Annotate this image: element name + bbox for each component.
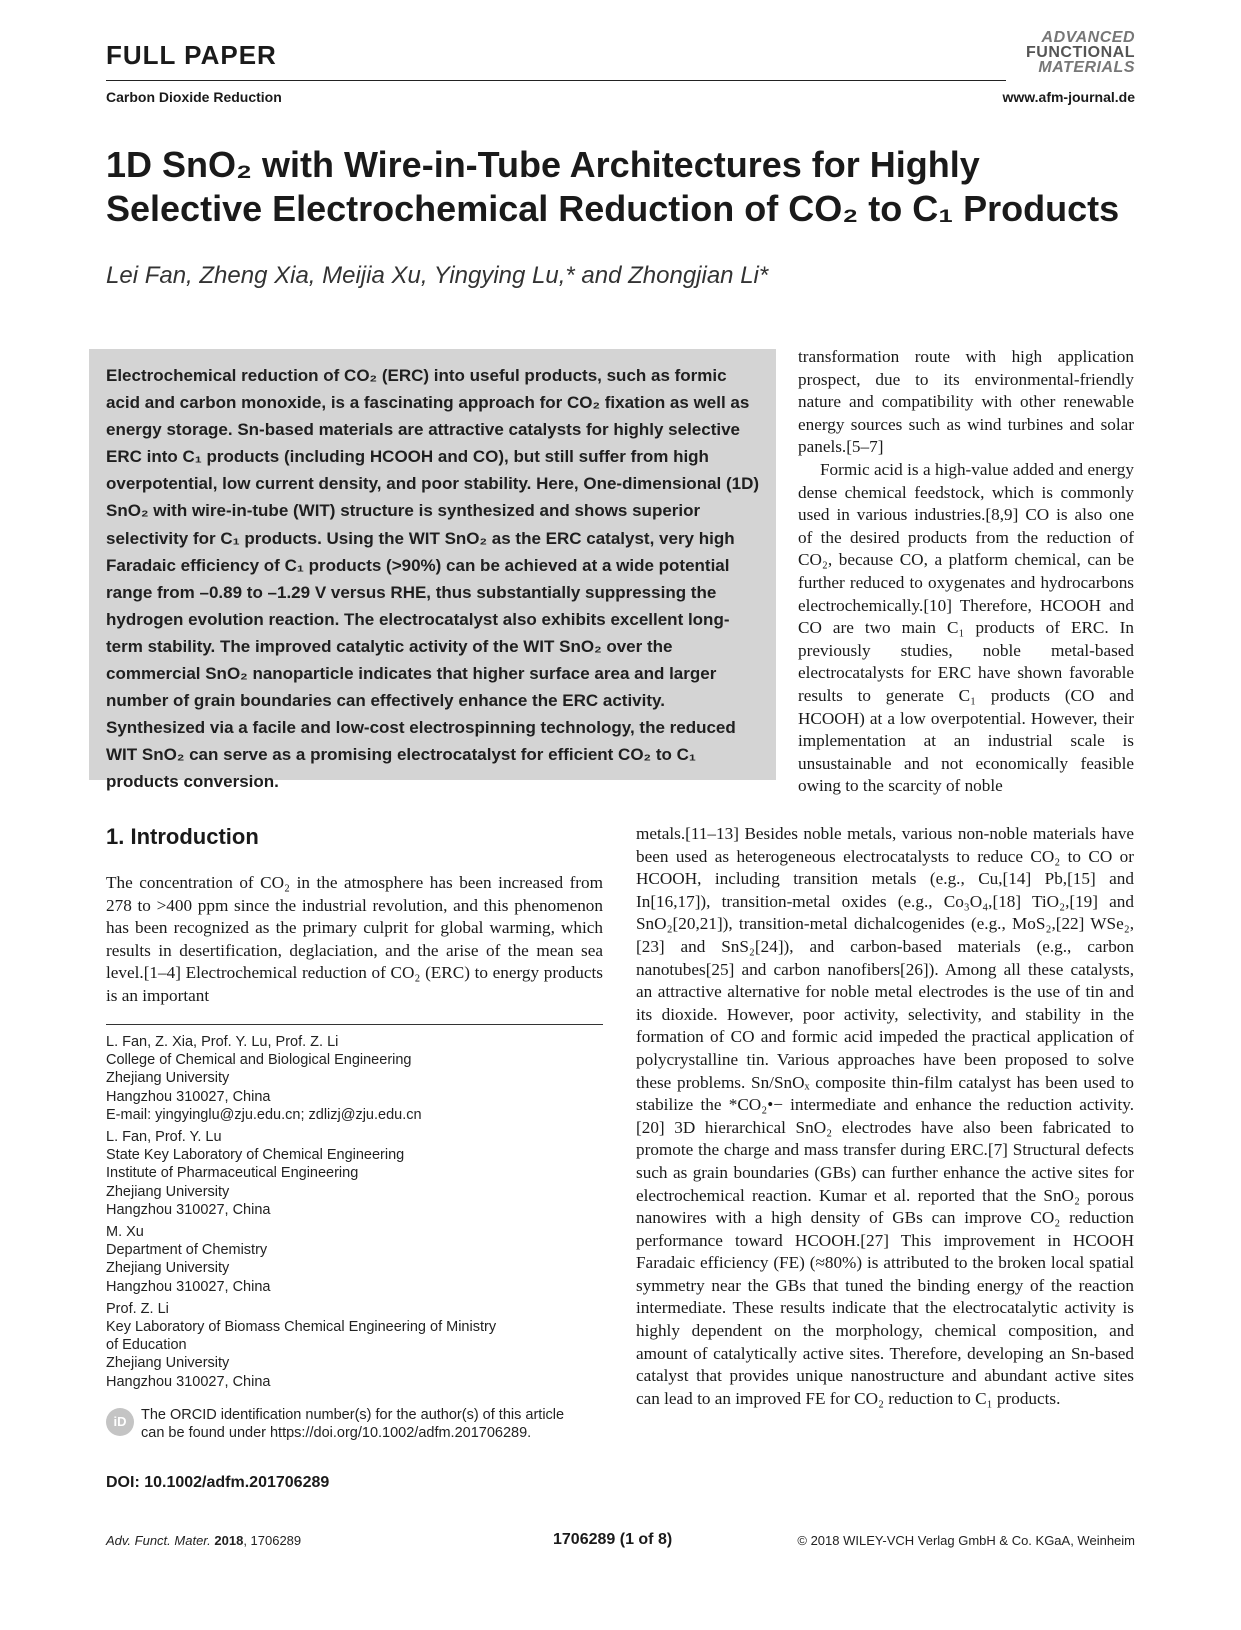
paragraph: The concentration of CO₂ in the atmosphere has been increased from 278 to >400 ppm since the industrial revolution, and this phenomenon has been recognized as the primary culprit for global warming, which results in desertification, deglaciation, and the arise of the mean sea level.[1–4] Electrochemical reduction of CO₂ (ERC) to energy products is an important — [106, 873, 603, 1005]
affiliation-line: Zhejiang University — [106, 1070, 230, 1087]
orcid-note — [141, 1406, 611, 1442]
affiliation-line: L. Fan, Prof. Y. Lu — [106, 1129, 222, 1146]
affiliation-line: Zhejiang University — [106, 1183, 230, 1200]
paragraph: Formic acid is a high-value added and energy dense chemical feedstock, which is commonly used in various industries.[8,9] CO is also one of the desired products from the reduction of CO₂, because CO, a platform chemical, can be further reduced to oxygenates and hydrocarbons electrochemically.[10] Therefore, HCOOH and CO are two main C₁ products of ERC. In previously studies, noble metal-based electrocatalysts for ERC have shown favorable results to generate C₁ products (CO and HCOOH) at a low overpotential. However, their implementation at an industrial scale is unsustainable and not economically feasible owing to the scarcity of noble — [798, 459, 1134, 796]
footnote-rule — [106, 1024, 603, 1025]
email-line[interactable]: E-mail: yingyinglu@zju.edu.cn; zdlizj@zju.edu.cn — [106, 1106, 422, 1123]
paragraph: metals.[11–13] Besides noble metals, various non-noble materials have been used as heterogeneous electrocatalysts to reduce CO₂ to CO or HCOOH, including transition metals (e.g., Cu,[14] Pb,[15] and In[16,17]), transition-metal oxides (e.g., Co₃O₄,[18] TiO₂,[19] and SnO₂[20,21]), transition-metal dichalcogenides (e.g., MoS₂,[22] WSe₂,[23] and SnS₂[24]), and carbon-based materials (e.g., carbon nanotubes[25] and carbon nanofibers[26]). Among all these catalysts, an attractive alternative for noble metal electrodes is the use of tin and its dioxide. However, poor activity, selectivity, and stability in the formation of CO and formic acid impeded the practical application of polycrystalline tin. Various approaches have been proposed to solve these problems. Sn/SnOₓ composite thin-film catalyst has been used to stabilize the *CO₂•− intermediate and enhance the reduction activity.[20] 3D hierarchical SnO₂ electrodes have also been fabricated to promote the charge and mass transfer during ERC.[7] Structural defects such as grain boundaries (GBs) can further enhance the active sites for electrochemical reaction. Kumar et al. reported that the SnO₂ porous nanowires with a high density of GBs can improve CO₂ reduction performance toward HCOOH.[27] This improvement in HCOOH Faradaic efficiency (FE) (≈80%) is attributed to the broken local spatial symmetry near the GBs that tuned the binding energy of the reaction intermediate. These results indicate that the electrocatalytic activity is highly dependent on the morphology, chemical composition, and amount of catalytically active sites. Therefore, developing an Sn-based catalyst that provides unique nanostructure and abundant active sites can lead to an improved FE for CO₂ reduction to C₁ products. — [636, 824, 1134, 1408]
author-list: Lei Fan, Zheng Xia, Meijia Xu, Yingying Lu,* and Zhongjian Li* — [106, 262, 769, 289]
affiliations — [106, 1033, 606, 1391]
affiliation-line: of Education — [106, 1337, 187, 1354]
affiliation-line: Zhejiang University — [106, 1260, 230, 1277]
logo-line-1: ADVANCED — [1041, 29, 1135, 46]
affiliation-line: College of Chemical and Biological Engineering — [106, 1052, 412, 1069]
doi-label[interactable]: DOI: 10.1002/adfm.201706289 — [106, 1474, 330, 1491]
affiliation-line: L. Fan, Z. Xia, Prof. Y. Lu, Prof. Z. Li — [106, 1034, 339, 1050]
affiliation-line: Institute of Pharmaceutical Engineering — [106, 1165, 359, 1182]
copyright: © 2018 WILEY-VCH Verlag GmbH & Co. KGaA, Weinheim — [797, 1533, 1135, 1548]
affiliation-line: Key Laboratory of Biomass Chemical Engineering of Ministry — [106, 1319, 497, 1336]
title-line-1: 1D SnO₂ with Wire-in-Tube Architectures for Highly — [106, 144, 980, 185]
section-label: FULL PAPER — [106, 40, 277, 70]
right-column-top — [798, 346, 1134, 798]
citation-footer — [106, 1533, 301, 1548]
orcid-link-line[interactable]: can be found under https://doi.org/10.1002/adfm.201706289. — [141, 1425, 532, 1442]
header-rule — [106, 80, 1006, 81]
affiliation-line: State Key Laboratory of Chemical Engineering — [106, 1147, 405, 1164]
orcid-icon: iD — [106, 1408, 134, 1436]
page-number: 1706289 (1 of 8) — [553, 1531, 673, 1548]
title-line-2: Selective Electrochemical Reduction of CO₂ to C₁ Products — [106, 188, 1120, 229]
paragraph: transformation route with high application prospect, due to its environmental-friendly nature and compatibility with other renewable energy sources such as wind turbines and solar panels.[5–7] — [798, 347, 1134, 457]
article-title — [106, 143, 1136, 231]
logo-line-2: FUNCTIONAL — [1026, 44, 1135, 61]
topic-label: Carbon Dioxide Reduction — [106, 89, 282, 105]
affiliation-line: Hangzhou 310027, China — [106, 1278, 271, 1295]
journal-name: Adv. Funct. Mater. — [106, 1533, 211, 1548]
orcid-line: The ORCID identification number(s) for the author(s) of this article — [141, 1407, 565, 1423]
affiliation-line: Hangzhou 310027, China — [106, 1088, 271, 1105]
affiliation-line: M. Xu — [106, 1224, 144, 1241]
journal-url[interactable]: www.afm-journal.de — [1002, 89, 1135, 105]
section-heading: 1. Introduction — [106, 824, 259, 849]
article-number: , 1706289 — [243, 1533, 302, 1548]
year: 2018 — [214, 1533, 244, 1548]
affiliation-line: Hangzhou 310027, China — [106, 1373, 271, 1390]
logo-line-3: MATERIALS — [1038, 59, 1135, 76]
abstract-text: Electrochemical reduction of CO₂ (ERC) into useful products, such as formic acid and carbon monoxide, is a fascinating approach for CO₂ fixation as well as energy storage. Sn-based materials are attractive catalysts for highly selective ERC into C₁ products (including HCOOH and CO), but still suffer from high overpotential, low current density, and poor stability. Here, One-dimensional (1D) SnO₂ with wire-in-tube (WIT) structure is synthesized and shows superior selectivity for C₁ products. Using the WIT SnO₂ as the ERC catalyst, very high Faradaic efficiency of C₁ products (>90%) can be achieved at a wide potential range from –0.89 to –1.29 V versus RHE, thus substantially suppressing the hydrogen evolution reaction. The electrocatalyst also exhibits excellent long-term stability. The improved catalytic activity of the WIT SnO₂ over the commercial SnO₂ nanoparticle indicates that higher surface area and larger number of grain boundaries can effectively enhance the ERC activity. Synthesized via a facile and low-cost electrospinning technology, the reduced WIT SnO₂ can serve as a promising electrocatalyst for efficient CO₂ to C₁ products conversion. — [106, 366, 760, 792]
journal-logo — [1026, 30, 1135, 75]
affiliation-line: Department of Chemistry — [106, 1242, 268, 1259]
affiliation-line: Zhejiang University — [106, 1355, 230, 1372]
affiliation-line: Hangzhou 310027, China — [106, 1201, 271, 1218]
affiliation-line: Prof. Z. Li — [106, 1300, 169, 1317]
